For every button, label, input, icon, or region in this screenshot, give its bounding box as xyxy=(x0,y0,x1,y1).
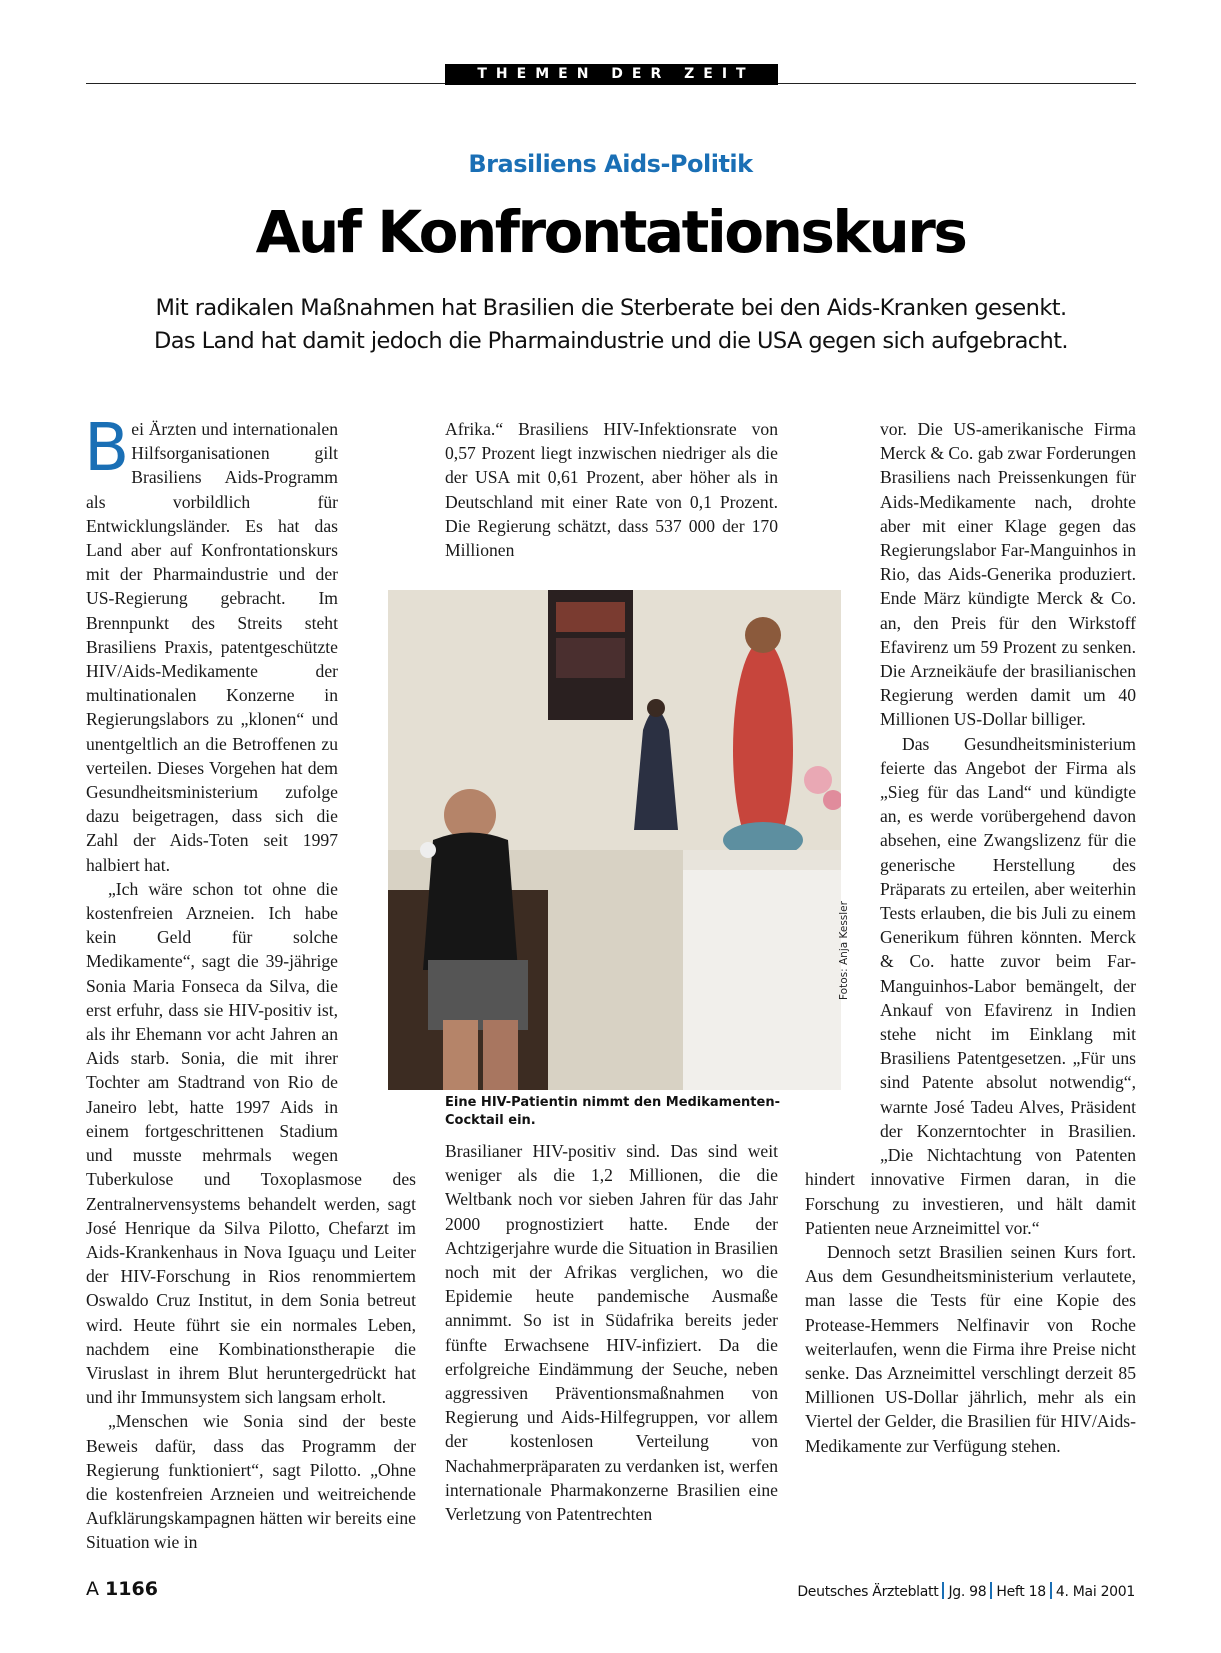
column-2-top xyxy=(445,417,778,562)
article-headline: Auf Konfrontationskurs xyxy=(255,198,966,266)
separator xyxy=(990,1582,992,1599)
col1-paragraph-1: ei Ärzten und internationalen Hilfsorganisationen gilt Brasiliens Aids-Programm als vorbildlich für Entwicklungsländer. Es hat das Land aber auf Konfrontationskurs mit der Pharmaindustrie und der US-Regierung gebracht. Im Brennpunkt des Streits steht Brasiliens Praxis, patentgeschützte HIV/Aids-Medikamente der multinationalen Konzerne in Regierungslabors zu „klonen“ und unentgeltlich an die Betroffenen zu verteilen. Dieses Vorgehen hat dem Gesundheitsministerium zufolge dazu beigetragen, dass sich die Zahl der Aids-Toten seit 1997 halbiert hat. xyxy=(86,419,338,875)
journal-issue: Heft 18 xyxy=(996,1584,1046,1600)
photo-illustration xyxy=(388,590,841,1090)
lead-line-2: Das Land hat damit jedoch die Pharmaindustrie und die USA gegen sich aufgebracht. xyxy=(153,328,1068,354)
journal-name: Deutsches Ärzteblatt xyxy=(797,1584,939,1600)
lead-line-1: Mit radikalen Maßnahmen hat Brasilien die Sterberate bei den Aids-Kranken gesenkt. xyxy=(155,295,1067,321)
dropcap: B xyxy=(84,409,130,486)
col3-paragraph-2: Das Gesundheitsministerium feierte das Angebot der Firma als „Sieg für das Land“ und kündigte an, es werde vorübergehend davon absehen, eine Zwangslizenz für die generische Herstellung des Präparats zu erteilen, aber weiterhin Tests erlauben, die bis Juli zu einem Generikum führen könnten. Merck & Co. hatte zuvor beim Far-Manguinhos-Labor bemängelt, der Ankauf von Efavirenz in Indien stehe nicht im Einklang mit Brasiliens Patentgesetzen. „Für uns sind Patente absolut notwendig“, warnte José Tadeu Alves, Präsident der Konzerntochter in Brasilien. „Die Nichtachtung von Patenten hindert innovative Firmen daran, in die Forschung zu investieren, und hält damit Patienten neue Arzneimittel vor.“ xyxy=(805,733,1136,1238)
column-3 xyxy=(805,417,1136,1458)
page-prefix: A xyxy=(86,1578,99,1600)
column-2-bottom xyxy=(445,1139,778,1526)
separator xyxy=(1050,1582,1052,1599)
col2-paragraph-top: Afrika.“ Brasiliens HIV-Infektionsrate von 0,57 Prozent liegt inzwischen niedriger als die der USA mit 0,61 Prozent, aber höher als in Deutschland mit einer Rate von 0,1 Prozent. Die Regierung schätzt, dass 537 000 der 170 Millionen xyxy=(445,419,778,561)
col3-paragraph-3: Dennoch setzt Brasilien seinen Kurs fort. Aus dem Gesundheitsministerium verlautete, man lasse die Tests für eine Kopie des Protease-Hemmers Nelfinavir von Roche weiterlaufen, wenn die Firma ihre Preise nicht senke. Das Arzneimittel verschlingt derzeit 85 Millionen US-Dollar jährlich, mehr als ein Viertel der Gelder, die Brasilien für HIV/Aids-Medikamente zur Verfügung stehen. xyxy=(805,1241,1136,1456)
photo-caption: Eine HIV-Patientin nimmt den Medikamenten-Cocktail ein. xyxy=(445,1095,780,1128)
article-photo xyxy=(388,590,841,1090)
page-number-value: 1166 xyxy=(105,1578,158,1600)
col1-paragraph-2: „Ich wäre schon tot ohne die kostenfreien Arzneien. Ich habe kein Geld für solche Medikamente“, sagt die 39-jährige Sonia Maria Fonseca da Silva, die erst erfuhr, dass sie HIV-positiv ist, als ihr Ehemann vor acht Jahren an Aids starb. Sonia, die mit ihrer Tochter am Stadtrand von Rio de Janeiro lebt, hatte 1997 Aids in einem fortgeschrittenen Stadium und musste mehrmals wegen Tuberkulose und Toxoplasmose des Zentralnervensystems behandelt werden, sagt José Henrique da Silva Pilotto, Chefarzt im Aids-Krankenhaus in Nova Iguaçu und Leiter der HIV-Forschung in Rios renommiertem Oswaldo Cruz Institut, in dem Sonia betreut wird. Heute führt sie ein normales Leben, nachdem eine Kombinationstherapie die Viruslast in ihrem Blut heruntergedrückt hat und ihr Immunsystem sich langsam erholt. xyxy=(86,878,416,1408)
journal-volume: Jg. 98 xyxy=(948,1584,987,1600)
separator xyxy=(942,1582,944,1599)
page-number xyxy=(86,1578,158,1600)
photo-credit: Fotos: Anja Kessler xyxy=(838,901,850,1000)
journal-info xyxy=(797,1582,1135,1600)
column-1 xyxy=(84,409,416,1555)
article-kicker: Brasiliens Aids-Politik xyxy=(468,150,753,178)
col2-paragraph-bottom: Brasilianer HIV-positiv sind. Das sind weit weniger als die 1,2 Millionen, die die Weltbank noch vor sieben Jahren für das Jahr 2000 prognostiziert hatte. Ende der Achtzigerjahre wurde die Situation in Brasilien noch mit der Afrikas verglichen, wo die Epidemie heute pandemische Ausmaße annimmt. So ist in Südafrika bereits jeder fünfte Erwachsene HIV-infiziert. Da die erfolgreiche Eindämmung der Seuche, neben aggressiven Präventionsmaßnahmen von Regierung und Aids-Hilfegruppen, vor allem der kostenlosen Verteilung von Nachahmerpräparaten zu verdanken ist, werfen internationale Pharmakonzerne Brasilien eine Verletzung von Patentrechten xyxy=(445,1141,778,1525)
col3-paragraph-1: vor. Die US-amerikanische Firma Merck & Co. gab zwar Forderungen Brasiliens nach Preissenkungen für Aids-Medikamente nach, drohte aber mit einer Klage gegen das Regierungslabor Far-Manguinhos in Rio, das Aids-Generika produziert. Ende März kündigte Merck & Co. an, den Preis für den Wirkstoff Efavirenz um 59 Prozent zu senken. Die Arzneikäufe der brasilianischen Regierung werden damit um 40 Millionen US-Dollar billiger. xyxy=(880,419,1137,730)
section-label: THEMEN DER ZEIT xyxy=(445,64,778,85)
col1-paragraph-3: „Menschen wie Sonia sind der beste Beweis dafür, dass das Programm der Regierung funktioniert“, sagt Pilotto. „Ohne die kostenfreien Arzneien und weitreichende Aufklärungskampagnen hätten wir bereits eine Situation wie in xyxy=(86,1411,416,1553)
journal-date: 4. Mai 2001 xyxy=(1055,1584,1135,1600)
article-lead xyxy=(86,292,1136,358)
